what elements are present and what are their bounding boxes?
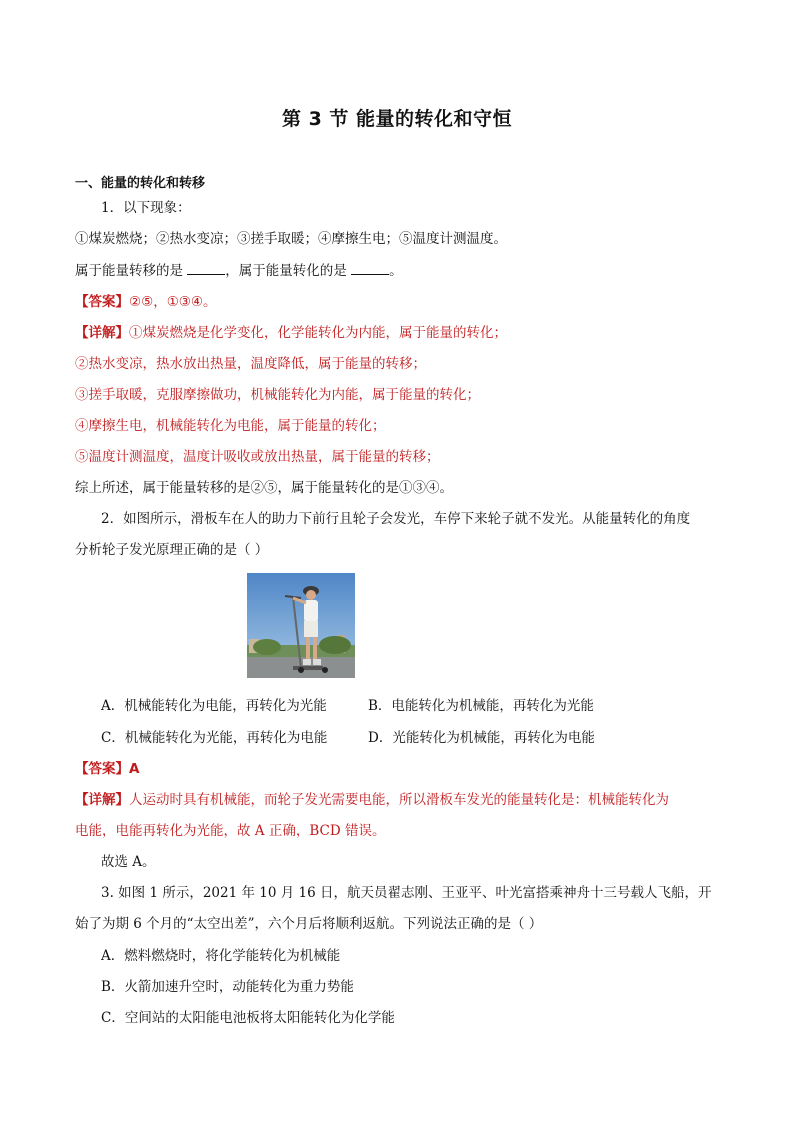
q2-option-d[interactable]: D．光能转化为机械能，再转化为电能 [368,730,595,746]
q2-option-a[interactable]: A．机械能转化为电能，再转化为光能 [101,698,327,714]
q1-summary: 综上所述，属于能量转移的是②⑤，属于能量转化的是①③④。 [75,480,453,496]
q2-stem-line: 2．如图所示，滑板车在人的助力下前行且轮子会发光，车停下来轮子就不发光。从能量转化的角度 [101,511,691,527]
q2-conclusion: 故选 A。 [101,854,156,870]
q3-stem-line: 始了为期 6 个月的“太空出差”，六个月后将顺利返航。下列说法正确的是（ ） [75,916,543,932]
q1-detail-text: ①煤炭燃烧是化学变化，化学能转化为内能，属于能量的转化； [129,325,507,341]
q2-detail-line [75,791,669,809]
q2-option-c[interactable]: C．机械能转化为光能，再转化为电能 [101,730,328,746]
q2-answer-value: A [129,761,140,777]
q3-stem-line: 3. 如图 1 所示，2021 年 10 月 16 日，航天员翟志刚、王亚平、叶光富搭乘神舟十三号载人飞船，开 [101,885,712,901]
q1-blank-2[interactable] [351,262,389,275]
q1-prompt [75,262,403,280]
q3-option-c[interactable]: C．空间站的太阳能电池板将太阳能转化为化学能 [101,1010,395,1026]
answer-tag: 【答案】 [75,294,129,310]
scooter-photo [247,573,355,678]
q1-detail-line: ④摩擦生电，机械能转化为电能，属于能量的转化； [75,418,386,434]
q1-prompt-a: 属于能量转移的是 [75,263,183,279]
answer-tag: 【答案】 [75,761,129,777]
q1-detail-line: ③搓手取暖，克服摩擦做功，机械能转化为内能，属于能量的转化； [75,387,480,403]
q1-detail-line [75,324,507,342]
page-title: 第 3 节 能量的转化和守恒 [281,108,513,130]
q1-prompt-b: ，属于能量转化的是 [225,263,347,279]
q2-detail-text: 人运动时具有机械能，而轮子发光需要电能，所以滑板车发光的能量转化是：机械能转化为 [129,792,669,808]
q2-option-b[interactable]: B．电能转化为机械能，再转化为光能 [368,698,594,714]
q1-answer-value: ②⑤，①③④。 [129,294,217,310]
q1-stem: 1．以下现象： [101,200,191,216]
q1-blank-1[interactable] [187,262,225,275]
q3-option-b[interactable]: B．火箭加速升空时，动能转化为重力势能 [101,979,354,995]
q1-prompt-c: 。 [389,263,403,279]
q1-detail-line: ②热水变凉，热水放出热量，温度降低，属于能量的转移； [75,356,426,372]
detail-tag: 【详解】 [75,792,129,808]
q3-option-a[interactable]: A．燃料燃烧时，将化学能转化为机械能 [101,948,341,964]
q1-detail-line: ⑤温度计测温度，温度计吸收或放出热量，属于能量的转移； [75,449,440,465]
detail-tag: 【详解】 [75,325,129,341]
q1-answer [75,293,217,311]
q2-detail-line: 电能，电能再转化为光能，故 A 正确，BCD 错误。 [75,823,386,839]
section-heading: 一、能量的转化和转移 [75,176,206,191]
q2-stem-line: 分析轮子发光原理正确的是（ ） [75,542,269,558]
q2-answer [75,760,139,778]
q1-items: ①煤炭燃烧；②热水变凉；③搓手取暖；④摩擦生电；⑤温度计测温度。 [75,231,507,247]
